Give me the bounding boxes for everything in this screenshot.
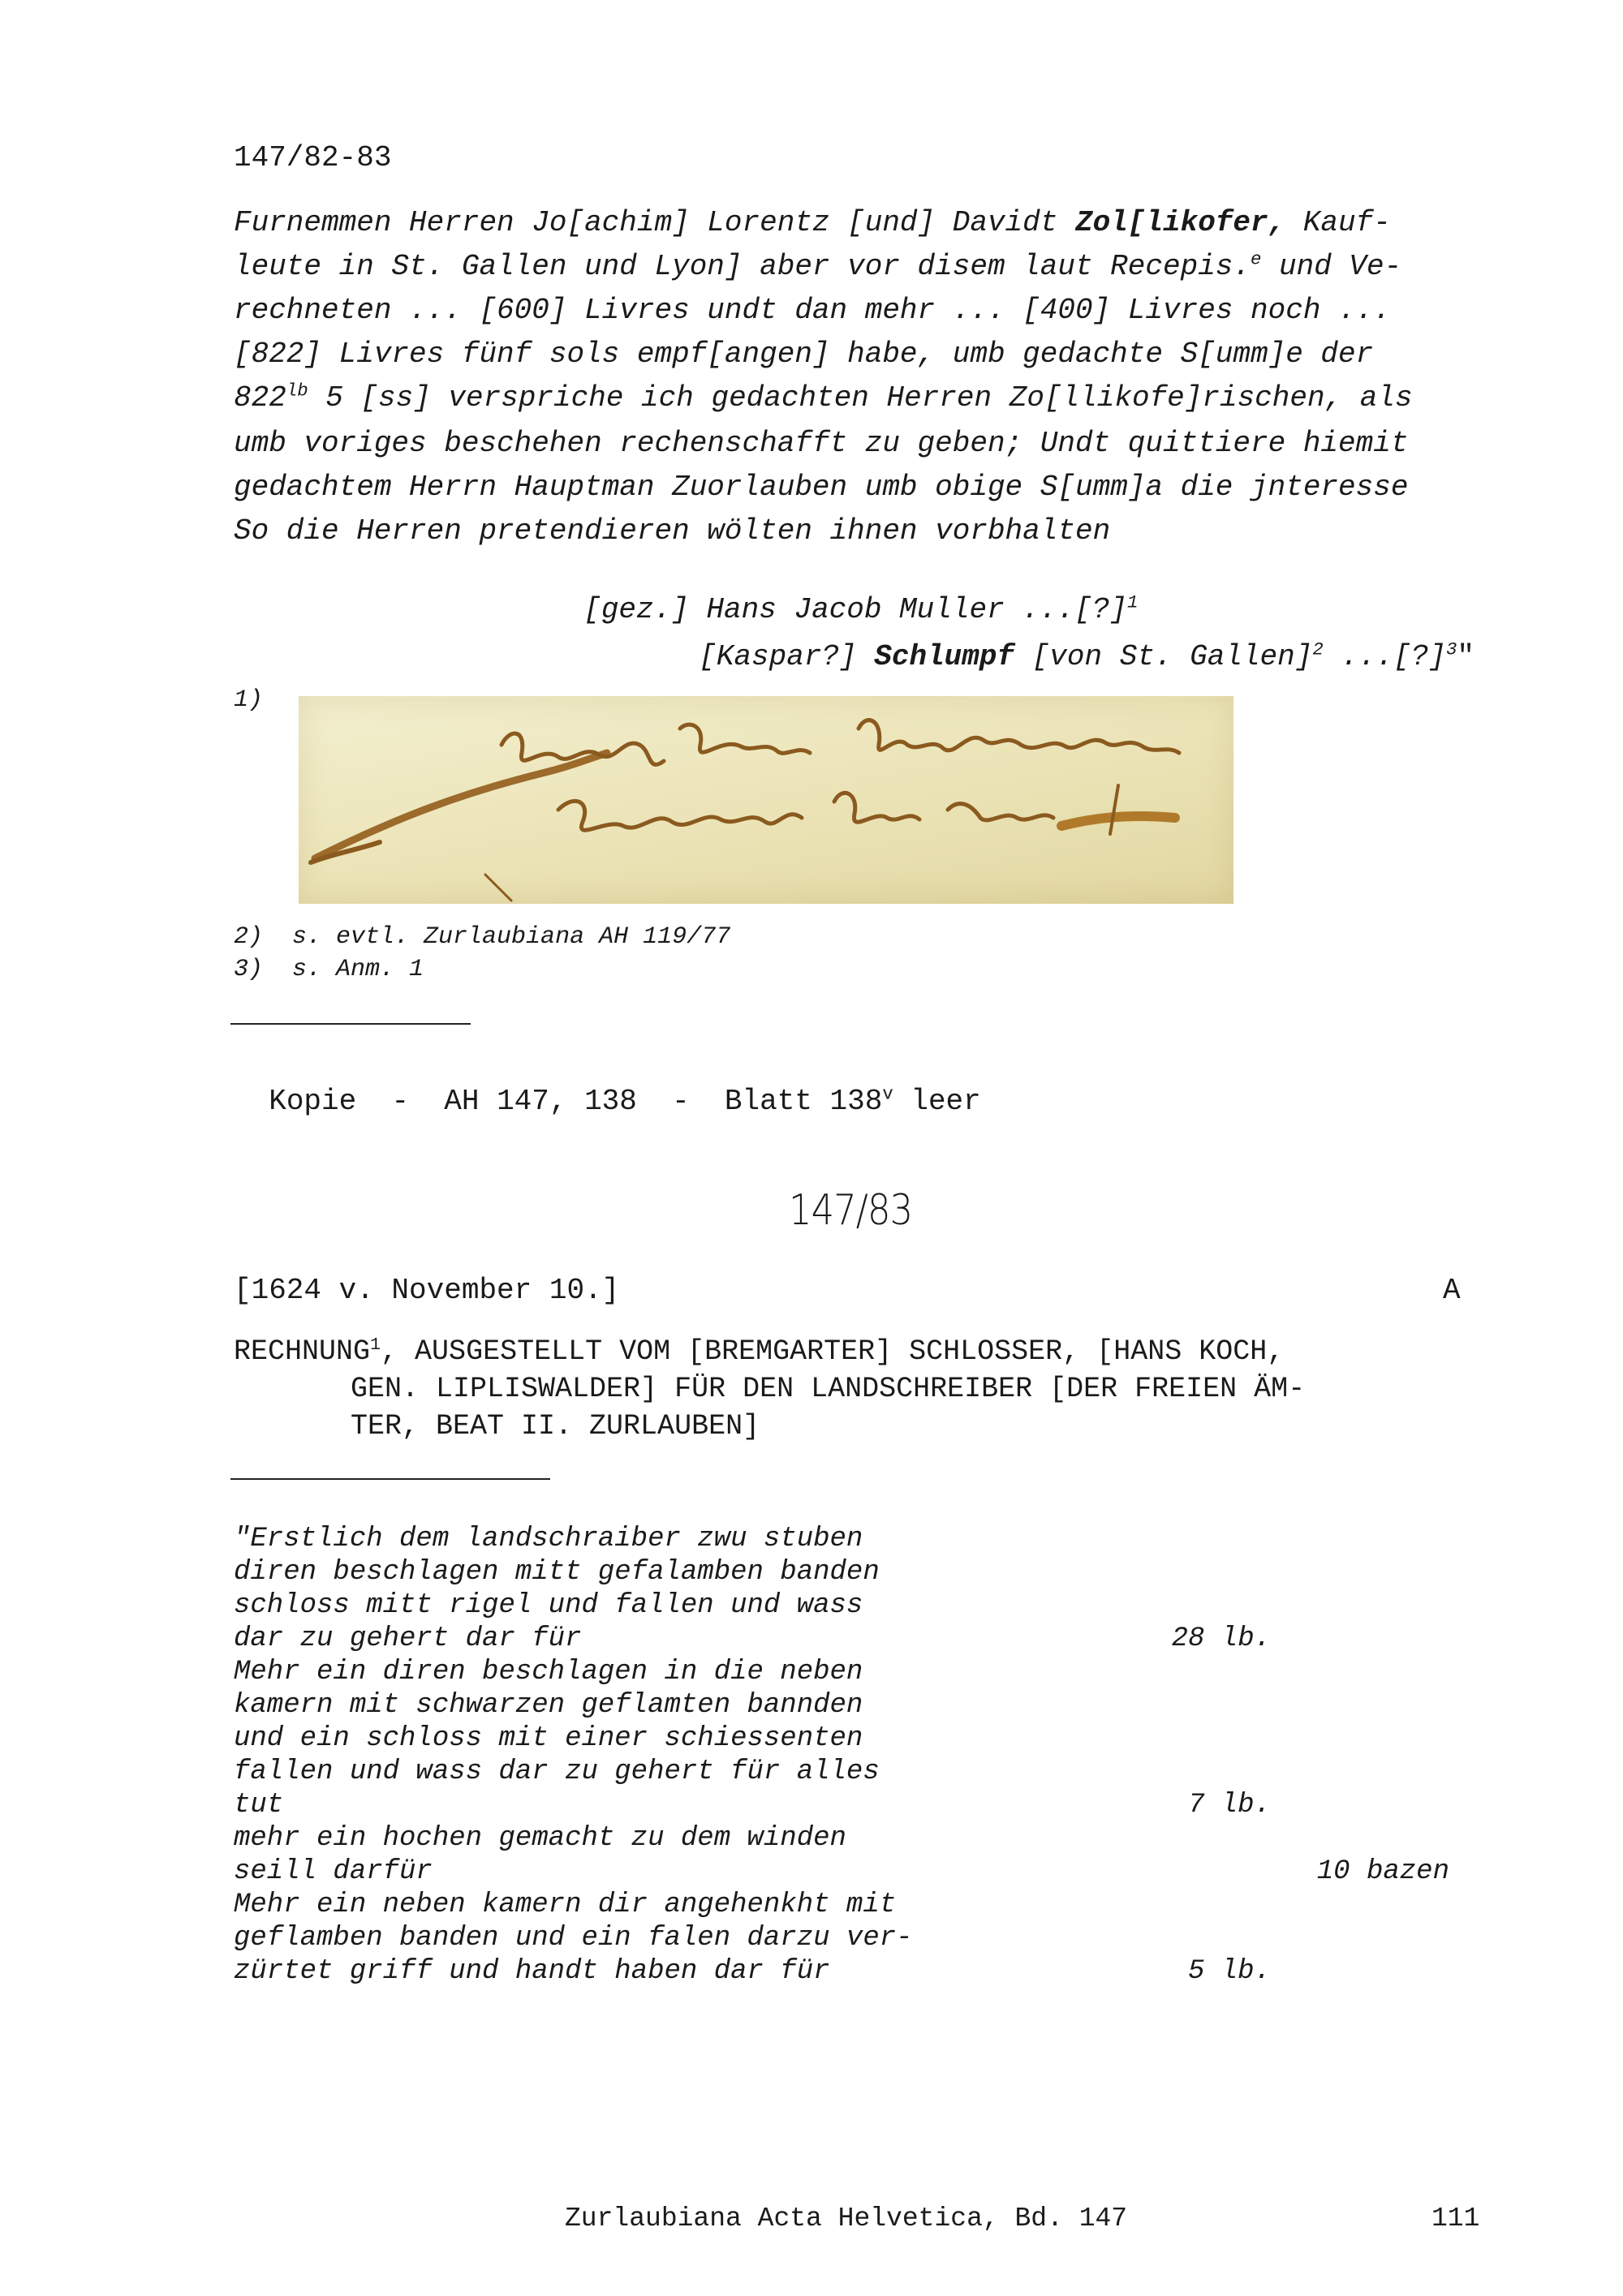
transcription-line <box>234 381 1413 415</box>
heading-text: TER, BEAT II. ZURLAUBEN] <box>351 1410 760 1443</box>
entry-line: seill darfür <box>234 1856 433 1887</box>
transcription-line <box>234 427 1408 460</box>
line-text: leute in St. Gallen und Lyon] aber vor disem laut Recepis. <box>234 250 1251 283</box>
entry-line: geflamben banden und ein falen darzu ver- <box>234 1923 913 1954</box>
document-date: [1624 v. November 10.] <box>234 1274 620 1307</box>
transcription-line <box>234 338 1373 371</box>
entry-line: "Erstlich dem landschraiber zwu stuben <box>234 1524 863 1554</box>
divider <box>230 1478 550 1480</box>
line-text: 822 <box>234 381 286 415</box>
copy-note <box>234 1051 981 1118</box>
footnote-mark: 2 <box>1312 638 1324 660</box>
sign1-text: [gez.] Hans Jacob Muller ...[?] <box>583 593 1127 626</box>
heading-text: GEN. LIPLISWALDER] FÜR DEN LANDSCHREIBER [DER FREIEN ÄM- <box>351 1373 1306 1405</box>
footer-title: Zurlaubiana Acta Helvetica, Bd. 147 <box>565 2204 1128 2234</box>
copy-note-end: leer <box>893 1085 981 1118</box>
line-text-end: und Ve- <box>1261 250 1402 283</box>
amount-lb: 7 lb. <box>1187 1790 1271 1821</box>
footnote-mark: 3 <box>1445 638 1457 660</box>
bold-name: Zol[likofer, <box>1074 206 1286 239</box>
heading-line <box>351 1373 1305 1405</box>
transcription-line <box>234 471 1408 504</box>
entry-line: kamern mit schwarzen geflamten bannden <box>234 1690 863 1721</box>
superscript: e <box>1251 248 1262 270</box>
line-text: [822] Livres fünf sols empf[angen] habe, umb gedachte S[umm]e der <box>234 338 1374 371</box>
footnote-3: 3) s. Anm. 1 <box>234 956 424 983</box>
transcription-line <box>234 206 1391 239</box>
footnote-mark: 1 <box>370 1335 381 1356</box>
line-text-end: 5 [ss] verspriche ich gedachten Herren Zo[llikofe]rischen, als <box>308 381 1413 415</box>
entry-line: Mehr ein diren beschlagen in die neben <box>234 1657 863 1688</box>
signature-image <box>299 696 1233 904</box>
entry-line: Mehr ein neben kamern dir angehenkht mit <box>234 1890 897 1920</box>
heading-line <box>351 1410 760 1443</box>
signature-line-2 <box>664 607 1474 673</box>
line-text: umb voriges beschehen rechenschafft zu geben; Undt quittiere hiemit <box>234 427 1409 460</box>
line-text: rechneten ... [600] Livres undt dan mehr ... [400] Livres noch ... <box>234 294 1391 327</box>
sign2-place: [von St. Gallen] <box>1014 640 1313 673</box>
sign2-unknown: ...[?] <box>1323 640 1446 673</box>
entry-line: und ein schloss mit einer schiessenten <box>234 1723 863 1754</box>
superscript: lb <box>286 380 308 402</box>
entry-line: mehr ein hochen gemacht zu dem winden <box>234 1823 846 1854</box>
transcription-line <box>234 294 1391 327</box>
line-text: So die Herren pretendieren wölten ihnen vorbhalten <box>234 514 1111 548</box>
line-text: gedachtem Herrn Hauptman Zuorlauben umb obige S[umm]a die jnteresse <box>234 471 1409 504</box>
entry-line: diren beschlagen mitt gefalamben banden <box>234 1557 880 1588</box>
heading-line <box>234 1335 1284 1368</box>
verso-mark: v <box>882 1083 893 1105</box>
entry-line: zürtet griff und handt haben dar für <box>234 1956 830 1987</box>
line-text: Furnemmen Herren Jo[achim] Lorentz [und] Davidt <box>234 206 1075 239</box>
sign2-prefix: [Kaspar?] <box>699 640 875 673</box>
transcription-line <box>234 514 1110 548</box>
amount-lb: 5 lb. <box>1187 1956 1271 1987</box>
document-number: 147/83 <box>789 1186 913 1235</box>
document-mark: A <box>1443 1274 1461 1307</box>
entry-line: tut <box>234 1790 284 1821</box>
footnote-mark: 1 <box>1126 591 1139 613</box>
entry-line: schloss mitt rigel und fallen und wass <box>234 1590 863 1621</box>
heading-text: RECHNUNG <box>234 1335 371 1368</box>
line-text-end: Kauf- <box>1285 206 1391 239</box>
copy-note-text: Kopie - AH 147, 138 - Blatt 138 <box>269 1085 883 1118</box>
entry-line: dar zu gehert dar für <box>234 1623 582 1654</box>
heading-text-end: , AUSGESTELLT VOM [BREMGARTER] SCHLOSSER, [HANS KOCH, <box>381 1335 1285 1368</box>
footnote-2: 2) s. evtl. Zurlaubiana AH 119/77 <box>234 923 731 951</box>
amount-lb: 28 lb. <box>1171 1623 1271 1654</box>
sign2-name: Schlumpf <box>874 640 1015 673</box>
page-number: 111 <box>1431 2204 1480 2234</box>
entry-line: fallen und wass dar zu gehert für alles <box>234 1756 880 1787</box>
amount-bazen: 10 bazen <box>1316 1856 1449 1887</box>
footnote-1: 1) <box>234 686 264 714</box>
closing-quote: " <box>1457 640 1474 673</box>
divider <box>230 1023 471 1025</box>
document-reference: 147/82-83 <box>234 141 392 174</box>
transcription-line <box>234 250 1401 283</box>
